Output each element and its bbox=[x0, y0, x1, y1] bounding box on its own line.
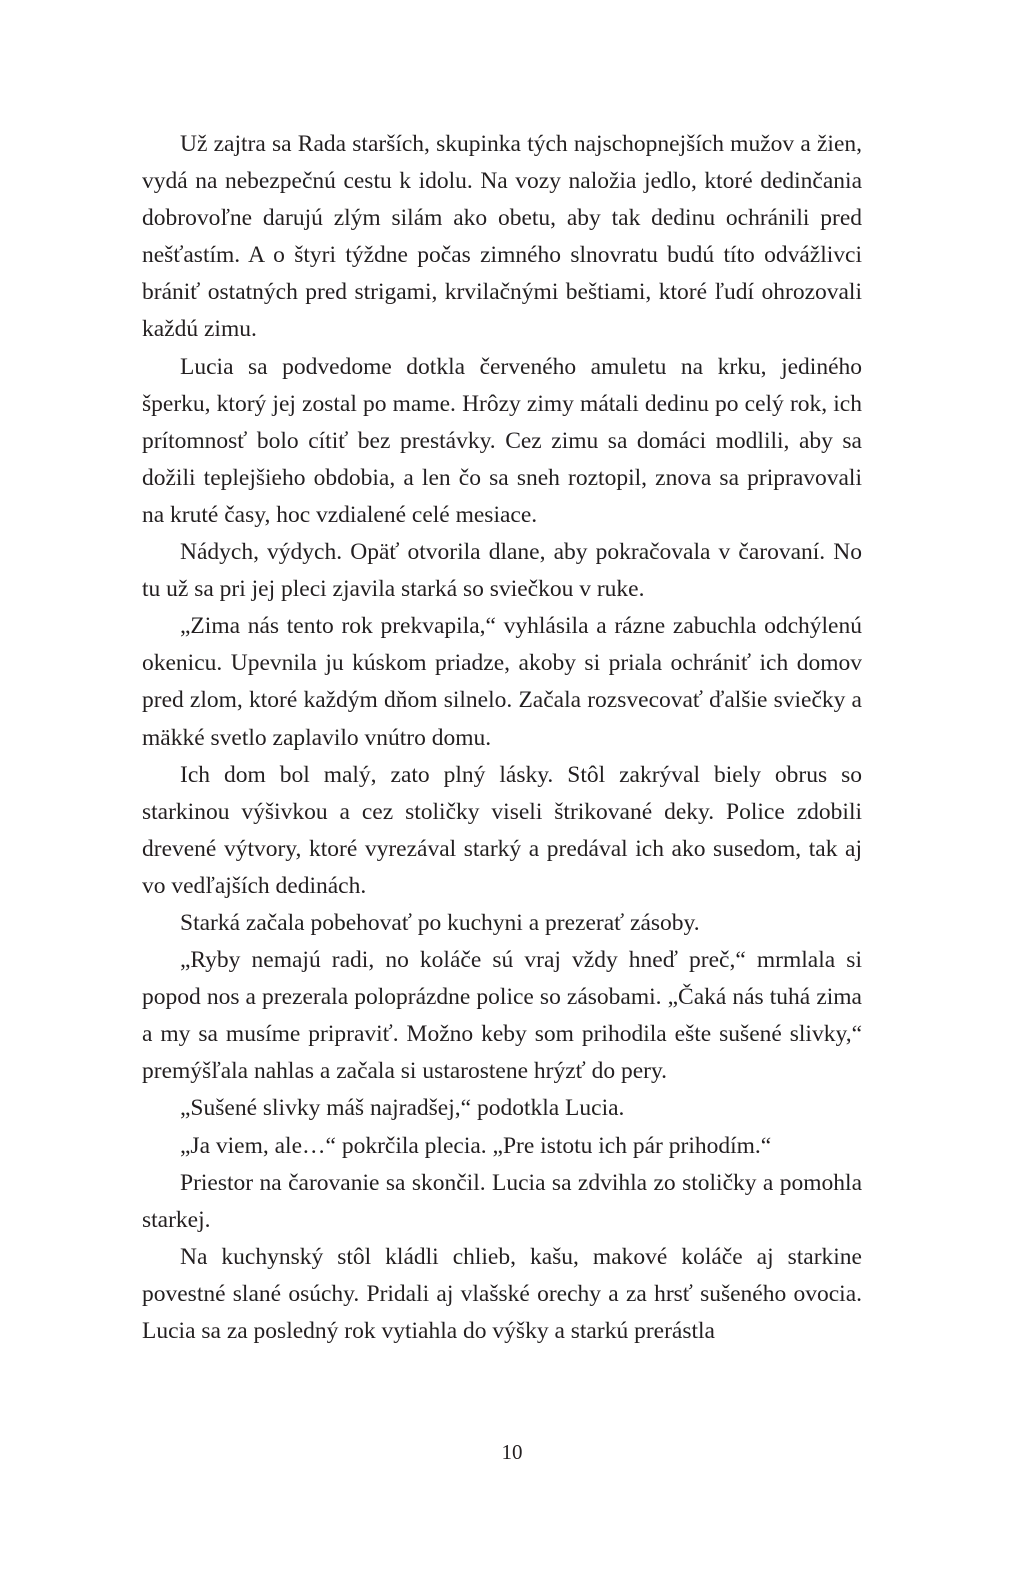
paragraph: Starká začala pobehovať po kuchyni a prezerať zásoby. bbox=[180, 909, 700, 936]
paragraph: „Sušené slivky máš najradšej,“ podotkla Lucia. bbox=[180, 1095, 625, 1122]
body-text bbox=[142, 126, 862, 1350]
paragraph: Ich dom bol malý, zato plný lásky. Stôl zakrýval biely obrus so starkinou výšivkou a cez stoličky viseli štrikované deky. Police zdobili drevené výtvory, ktoré vyrezával starký a predával ich ako susedom, tak aj vo vedľajších dedinách. bbox=[142, 761, 862, 899]
paragraph: „Ja viem, ale…“ pokrčila plecia. „Pre istotu ich pár prihodím.“ bbox=[180, 1132, 772, 1159]
page-number: 10 bbox=[501, 1440, 523, 1464]
paragraph: Na kuchynský stôl kládli chlieb, kašu, makové koláče aj starkine povestné slané osúchy. Pridali aj vlašské orechy a za hrsť sušeného ovocia. Lucia sa za posledný rok vytiahla do výšky a starkú prerástla bbox=[142, 1243, 862, 1344]
paragraph: Lucia sa podvedome dotkla červeného amuletu na krku, jediného šperku, ktorý jej zostal po mame. Hrôzy zimy mátali dedinu po celý rok, ich prítomnosť bolo cítiť bez prestávky. Cez zimu sa domáci modlili, aby sa dožili teplejšieho obdobia, a len čo sa sneh roztopil, znova sa pripravovali na kruté časy, hoc vzdialené celé mesiace. bbox=[142, 353, 862, 528]
paragraph: „Ryby nemajú radi, no koláče sú vraj vždy hneď preč,“ mrmlala si popod nos a prezerala poloprázdne police so zásobami. „Čaká nás tuhá zima a my sa musíme pripraviť. Možno keby som prihodila ešte sušené slivky,“ premýšľala nahlas a začala si ustarostene hrýzť do pery. bbox=[142, 947, 862, 1085]
paragraph: „Zima nás tento rok prekvapila,“ vyhlásila a rázne zabuchla odchýlenú okenicu. Upevnila ju kúskom priadze, akoby si priala ochrániť ich domov pred zlom, ktoré každým dňom silnelo. Začala rozsvecovať ďalšie sviečky a mäkké svetlo zaplavilo vnútro domu. bbox=[142, 613, 862, 751]
paragraph: Priestor na čarovanie sa skončil. Lucia sa zdvihla zo stoličky a pomohla starkej. bbox=[142, 1169, 862, 1233]
paragraph: Nádych, výdych. Opäť otvorila dlane, aby pokračovala v čarovaní. No tu už sa pri jej pleci zjavila starká so sviečkou v ruke. bbox=[142, 539, 862, 603]
paragraph: Už zajtra sa Rada starších, skupinka tých najschopnejších mužov a žien, vydá na nebezpečnú cestu k idolu. Na vozy naložia jedlo, ktoré dedinčania dobrovoľne darujú zlým silám ako obetu, aby tak dedinu ochránili pred nešťastím. A o štyri týždne počas zimného slnovratu budú títo odvážlivci brániť ostatných pred strigami, krvilačnými beštiami, ktoré ľudí ohrozovali každú zimu. bbox=[142, 131, 862, 343]
